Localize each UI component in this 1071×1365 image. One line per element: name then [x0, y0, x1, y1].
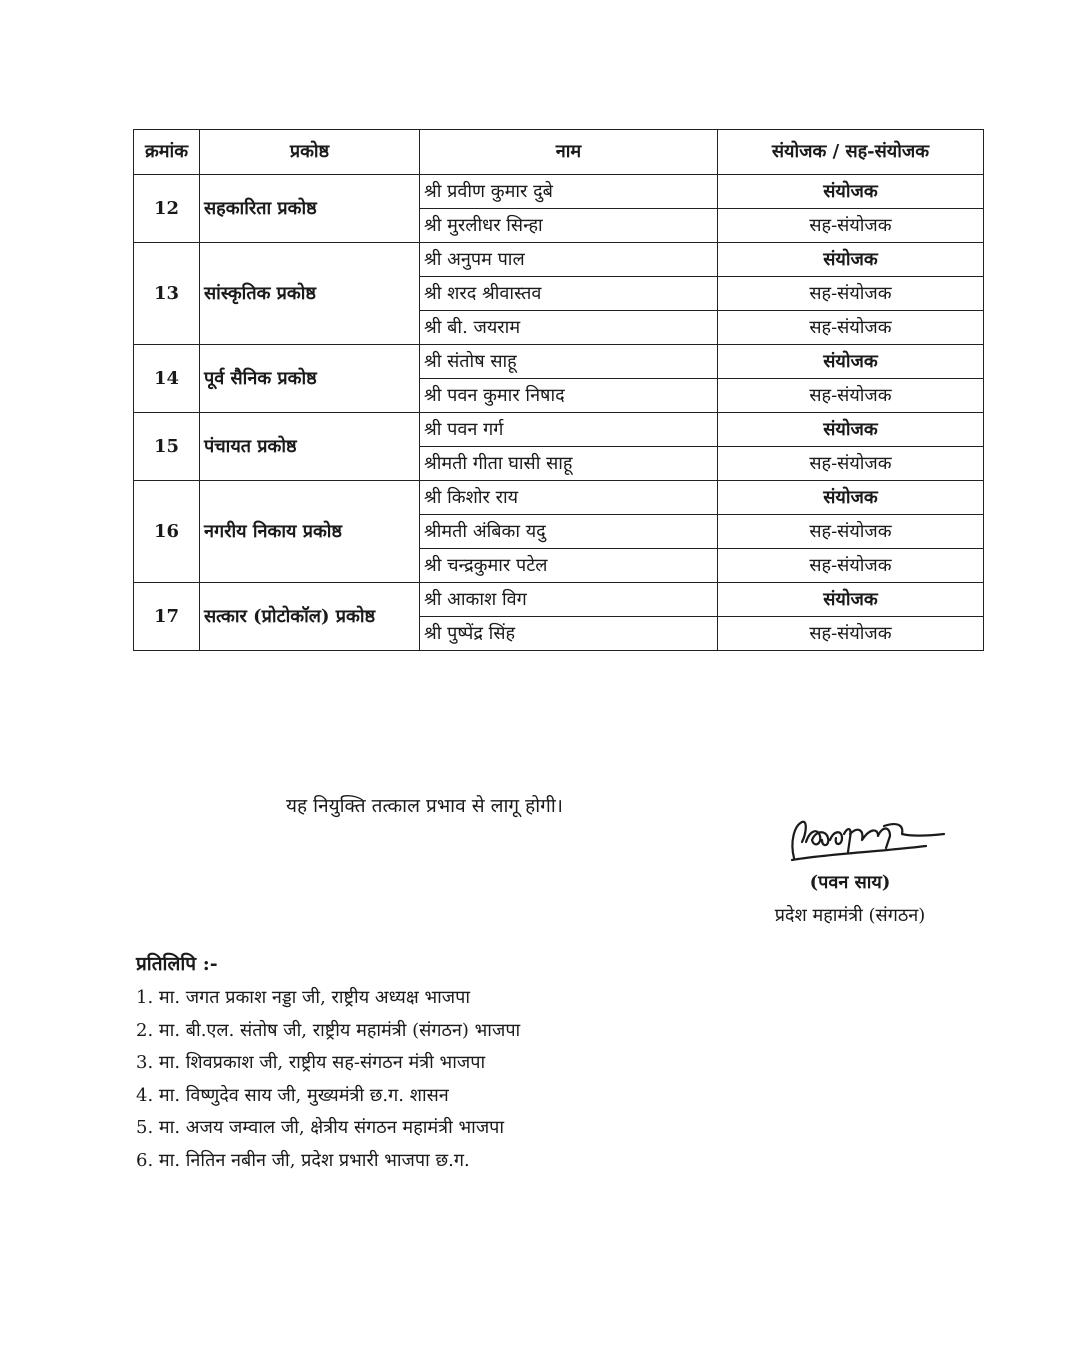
member-name: श्री आकाश विग [420, 583, 718, 617]
member-name: श्री पवन गर्ग [420, 413, 718, 447]
member-role: सह-संयोजक [718, 379, 984, 413]
table-row [134, 583, 984, 617]
member-name: श्री चन्द्रकुमार पटेल [420, 549, 718, 583]
copy-recipient-item: 1. मा. जगत प्रकाश नड्डा जी, राष्ट्रीय अध्यक्ष भाजपा [136, 987, 471, 1008]
table-body [134, 175, 984, 651]
member-name: श्रीमती अंबिका यदु [420, 515, 718, 549]
cell-name: सांस्कृतिक प्रकोष्ठ [200, 243, 420, 345]
member-role: सह-संयोजक [718, 549, 984, 583]
copy-recipient-item: 3. मा. शिवप्रकाश जी, राष्ट्रीय सह-संगठन मंत्री भाजपा [136, 1052, 486, 1073]
cell-name: सहकारिता प्रकोष्ठ [200, 175, 420, 243]
member-role: संयोजक [718, 243, 984, 277]
member-name: श्री संतोष साहू [420, 345, 718, 379]
header-serial: क्रमांक [134, 130, 200, 175]
table-row [134, 481, 984, 515]
cell-name: सत्कार (प्रोटोकॉल) प्रकोष्ठ [200, 583, 420, 651]
table-row [134, 345, 984, 379]
serial-number: 14 [134, 345, 200, 413]
member-role: संयोजक [718, 175, 984, 209]
member-role: सह-संयोजक [718, 209, 984, 243]
cell-name: पूर्व सैनिक प्रकोष्ठ [200, 345, 420, 413]
member-name: श्री पुष्पेंद्र सिंह [420, 617, 718, 651]
header-name: नाम [420, 130, 718, 175]
copy-recipient-item: 5. मा. अजय जम्वाल जी, क्षेत्रीय संगठन महामंत्री भाजपा [136, 1117, 505, 1138]
copy-recipient-item: 6. मा. नितिन नबीन जी, प्रदेश प्रभारी भाजपा छ.ग. [136, 1149, 470, 1171]
appointments-table [133, 129, 984, 651]
table-row [134, 175, 984, 209]
member-name: श्री किशोर राय [420, 481, 718, 515]
serial-number: 16 [134, 481, 200, 583]
table-header-row [134, 130, 984, 175]
member-role: संयोजक [718, 413, 984, 447]
member-name: श्री प्रवीण कुमार दुबे [420, 175, 718, 209]
copy-recipient-item: 4. मा. विष्णुदेव साय जी, मुख्यमंत्री छ.ग. शासन [136, 1084, 449, 1106]
copy-recipient-list [136, 985, 520, 1180]
member-role: सह-संयोजक [718, 617, 984, 651]
table-row [134, 413, 984, 447]
signatory-name: (पवन साय) [809, 872, 891, 893]
member-role: संयोजक [718, 583, 984, 617]
member-role: सह-संयोजक [718, 277, 984, 311]
member-role: संयोजक [718, 345, 984, 379]
member-role: सह-संयोजक [718, 515, 984, 549]
signatory-title: प्रदेश महामंत्री (संगठन) [774, 905, 926, 926]
copy-heading: प्रतिलिपि :- [136, 953, 218, 975]
header-role: संयोजक / सह-संयोजक [718, 130, 984, 175]
member-name: श्री पवन कुमार निषाद [420, 379, 718, 413]
signature-image [786, 812, 948, 870]
cell-name: पंचायत प्रकोष्ठ [200, 413, 420, 481]
serial-number: 17 [134, 583, 200, 651]
serial-number: 15 [134, 413, 200, 481]
member-role: संयोजक [718, 481, 984, 515]
member-name: श्री अनुपम पाल [420, 243, 718, 277]
table-row [134, 243, 984, 277]
serial-number: 12 [134, 175, 200, 243]
serial-number: 13 [134, 243, 200, 345]
member-role: सह-संयोजक [718, 311, 984, 345]
member-name: श्री शरद श्रीवास्तव [420, 277, 718, 311]
member-name: श्रीमती गीता घासी साहू [420, 447, 718, 481]
member-name: श्री बी. जयराम [420, 311, 718, 345]
effective-note: यह नियुक्ति तत्काल प्रभाव से लागू होगी। [286, 795, 563, 817]
member-role: सह-संयोजक [718, 447, 984, 481]
cell-name: नगरीय निकाय प्रकोष्ठ [200, 481, 420, 583]
header-cell: प्रकोष्ठ [200, 130, 420, 175]
member-name: श्री मुरलीधर सिन्हा [420, 209, 718, 243]
copy-recipient-item: 2. मा. बी.एल. संतोष जी, राष्ट्रीय महामंत्री (संगठन) भाजपा [136, 1019, 521, 1041]
